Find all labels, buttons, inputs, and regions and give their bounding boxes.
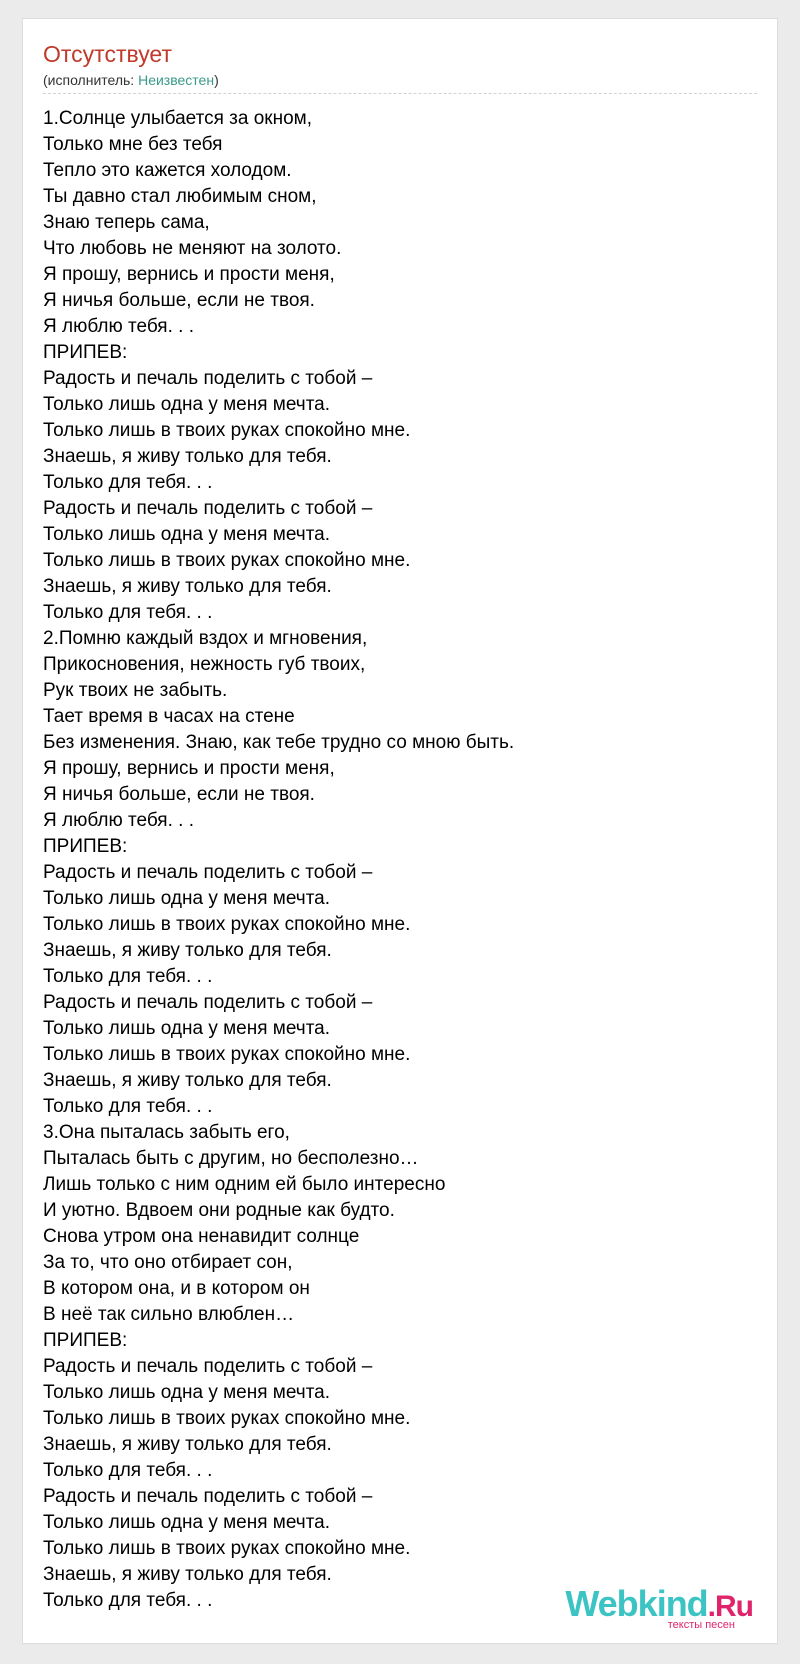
lyric-line: Радость и печаль поделить с тобой – (43, 862, 373, 883)
lyric-line: В котором она, и в котором он (43, 1278, 310, 1299)
lyric-line: Рук твоих не забыть. (43, 680, 228, 701)
lyric-line: Я прошу, вернись и прости меня, (43, 758, 335, 779)
lyric-line: Я ничья больше, если не твоя. (43, 290, 315, 311)
lyric-line: Тает время в часах на стене (43, 706, 295, 727)
lyric-line: Только лишь в твоих руках спокойно мне. (43, 1044, 411, 1065)
artist-line (43, 72, 219, 89)
logo-tld: .Ru (707, 1590, 753, 1623)
lyric-line: Без изменения. Знаю, как тебе трудно со мною быть. (43, 732, 515, 753)
lyric-line: Только для тебя. . . (43, 472, 213, 493)
lyric-line: Знаешь, я живу только для тебя. (43, 446, 332, 467)
lyric-line: Только для тебя. . . (43, 1590, 213, 1611)
header-divider (43, 93, 757, 94)
lyric-line: Только лишь в твоих руках спокойно мне. (43, 550, 411, 571)
lyric-line: Только лишь одна у меня мечта. (43, 1382, 331, 1403)
lyric-line: Только лишь одна у меня мечта. (43, 524, 331, 545)
lyric-line: Только для тебя. . . (43, 602, 213, 623)
lyric-line: Радость и печаль поделить с тобой – (43, 992, 373, 1013)
lyric-line: 2.Помню каждый вздох и мгновения, (43, 628, 368, 649)
lyric-line: Что любовь не меняют на золото. (43, 238, 342, 259)
lyric-line: Радость и печаль поделить с тобой – (43, 498, 373, 519)
lyric-line: И уютно. Вдвоем они родные как будто. (43, 1200, 395, 1221)
lyric-line: Только лишь в твоих руках спокойно мне. (43, 1538, 411, 1559)
lyric-line: Знаю теперь сама, (43, 212, 210, 233)
artist-suffix: ) (214, 72, 219, 88)
lyric-line: Прикосновения, нежность губ твоих, (43, 654, 366, 675)
lyric-line: В неё так сильно влюблен… (43, 1304, 295, 1325)
logo-tagline: тексты песен (667, 1619, 735, 1631)
lyric-line: ПРИПЕВ: (43, 836, 128, 857)
lyric-line: Только лишь в твоих руках спокойно мне. (43, 914, 411, 935)
lyric-line: Я прошу, вернись и прости меня, (43, 264, 335, 285)
lyric-line: Только лишь одна у меня мечта. (43, 888, 331, 909)
lyric-line: Радость и печаль поделить с тобой – (43, 1356, 373, 1377)
lyric-line: Только для тебя. . . (43, 966, 213, 987)
lyrics-text (43, 106, 743, 1614)
lyric-line: Я ничья больше, если не твоя. (43, 784, 315, 805)
song-title: Отсутствует (43, 41, 172, 67)
lyric-line: Знаешь, я живу только для тебя. (43, 1070, 332, 1091)
lyric-line: Радость и печаль поделить с тобой – (43, 1486, 373, 1507)
lyric-line: Только для тебя. . . (43, 1096, 213, 1117)
lyric-line: Только лишь в твоих руках спокойно мне. (43, 420, 411, 441)
lyric-line: Знаешь, я живу только для тебя. (43, 940, 332, 961)
lyric-line: Я люблю тебя. . . (43, 810, 194, 831)
lyric-line: Пыталась быть с другим, но бесполезно… (43, 1148, 419, 1169)
lyric-line: Только лишь одна у меня мечта. (43, 1512, 331, 1533)
lyric-line: Только лишь одна у меня мечта. (43, 394, 331, 415)
lyric-line: Радость и печаль поделить с тобой – (43, 368, 373, 389)
artist-prefix: (исполнитель: (43, 72, 139, 88)
site-logo (565, 1583, 753, 1631)
lyric-line: ПРИПЕВ: (43, 1330, 128, 1351)
lyric-line: Снова утром она ненавидит солнце (43, 1226, 360, 1247)
lyric-line: Только мне без тебя (43, 134, 223, 155)
lyric-line: Ты давно стал любимым сном, (43, 186, 317, 207)
lyric-line: 1.Солнце улыбается за окном, (43, 108, 312, 129)
lyric-line: Лишь только с ним одним ей было интересно (43, 1174, 446, 1195)
lyric-line: Знаешь, я живу только для тебя. (43, 576, 332, 597)
lyric-line: Тепло это кажется холодом. (43, 160, 292, 181)
lyric-line: Знаешь, я живу только для тебя. (43, 1564, 332, 1585)
lyric-line: Только лишь одна у меня мечта. (43, 1018, 331, 1039)
artist-link[interactable]: Неизвестен (138, 72, 215, 88)
lyric-line: Только лишь в твоих руках спокойно мне. (43, 1408, 411, 1429)
lyric-line: Знаешь, я живу только для тебя. (43, 1434, 332, 1455)
lyric-line: ПРИПЕВ: (43, 342, 128, 363)
lyric-line: Я люблю тебя. . . (43, 316, 194, 337)
lyric-line: Только для тебя. . . (43, 1460, 213, 1481)
lyric-line: 3.Она пыталась забыть его, (43, 1122, 290, 1143)
logo-brand: Webkind (565, 1583, 708, 1624)
lyrics-page (22, 18, 778, 1644)
lyric-line: За то, что оно отбирает сон, (43, 1252, 293, 1273)
